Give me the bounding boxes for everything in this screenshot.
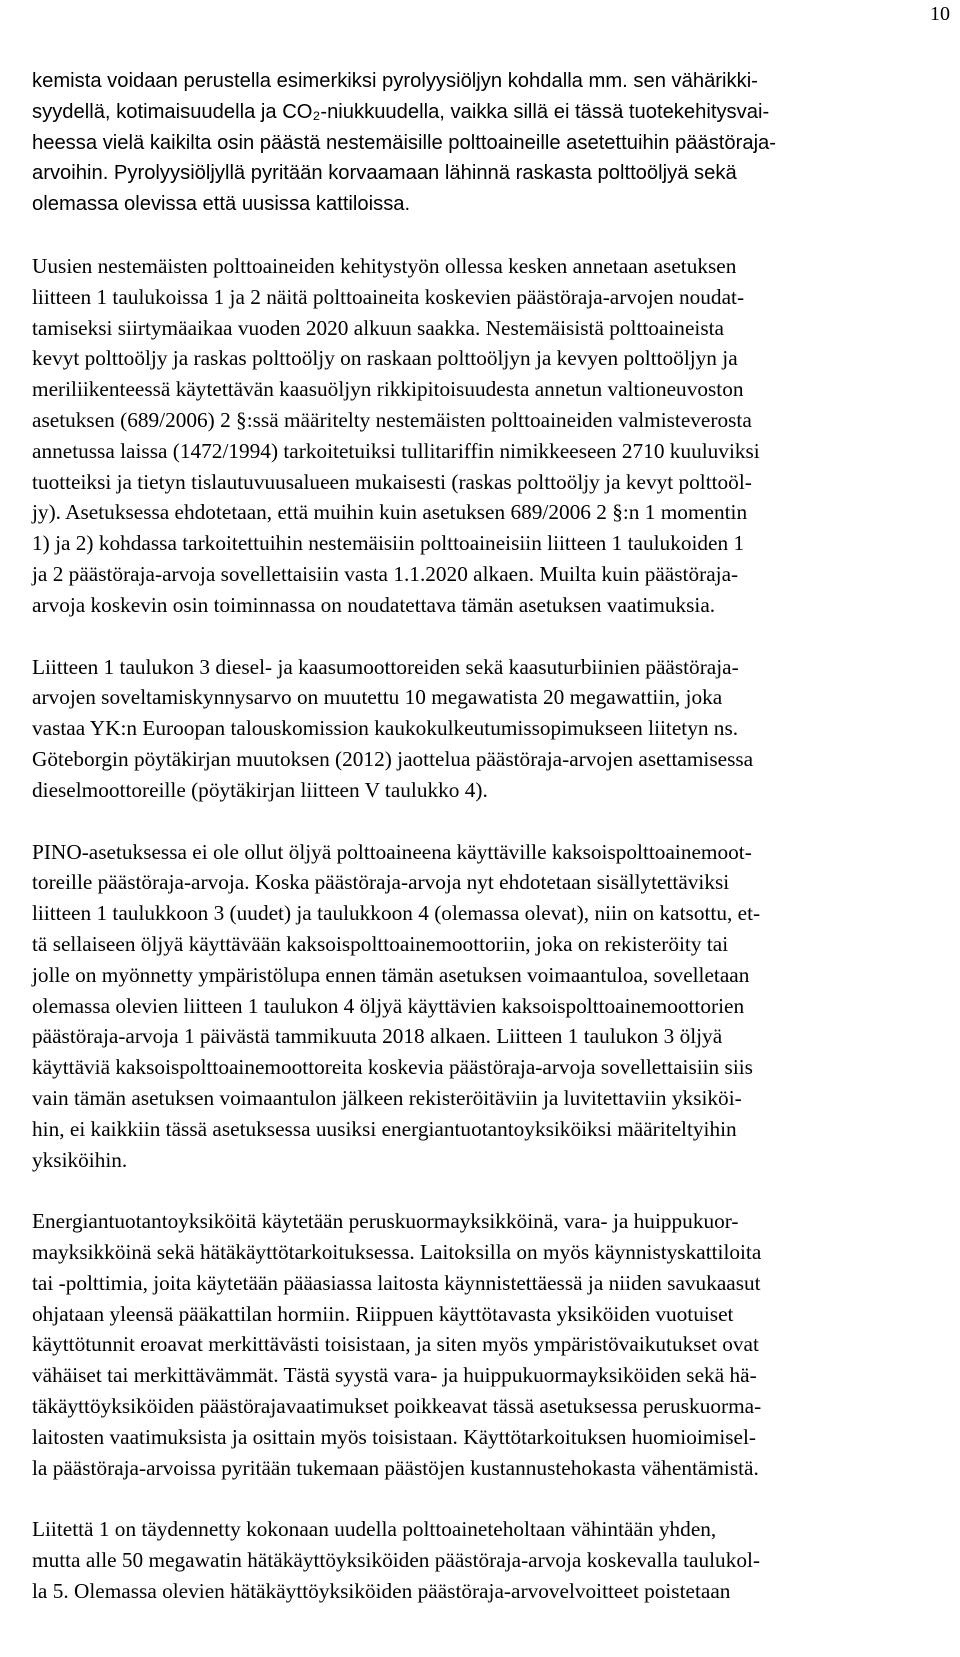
text-line: laitosten vaatimuksista ja osittain myös toisistaan. Käyttötarkoituksen huomioimisel- xyxy=(32,1424,757,1449)
text-line: tuotteiksi ja tietyn tislautuvuusalueen mukaisesti (raskas polttoöljy ja kevyt polttoöl- xyxy=(32,469,752,494)
text-line: vain tämän asetuksen voimaantulon jälkeen rekisteröitäviin ja luvitettaviin yksiköi- xyxy=(32,1085,742,1110)
text-line: olemassa olevien liitteen 1 taulukon 4 öljyä käyttävien kaksoispolttoainemoottorien xyxy=(32,993,745,1018)
text-line: käyttäviä kaksoispolttoainemoottoreita koskevia päästöraja-arvoja sovellettaisiin siis xyxy=(32,1055,753,1080)
text-line: ja 2 päästöraja-arvoja sovellettaisiin vasta 1.1.2020 alkaen. Muilta kuin päästöraja- xyxy=(32,561,739,586)
document-body xyxy=(32,66,940,1638)
text-line: tä sellaiseen öljyä käyttävään kaksoispolttoainemoottoriin, joka on rekisteröity tai xyxy=(32,931,729,956)
text-line: arvoihin. Pyrolyysiöljyllä pyritään korvaamaan lähinnä raskasta polttoöljyä sekä xyxy=(32,162,737,185)
text-line: 1) ja 2) kohdassa tarkoitettuihin nestemäisiin polttoaineisiin liitteen 1 taulukoiden 1 xyxy=(32,531,745,556)
paragraph-2 xyxy=(32,251,940,621)
paragraph-3 xyxy=(32,652,940,806)
text-line: olemassa olevissa että uusissa kattiloissa. xyxy=(32,193,411,216)
text-line: vastaa YK:n Euroopan talouskomission kaukokulkeutumissopimukseen liitetyn ns. xyxy=(32,716,739,741)
text-line: liitteen 1 taulukoissa 1 ja 2 näitä polttoaineita koskevien päästöraja-arvojen noudat- xyxy=(32,284,745,309)
text-line: arvoja koskevin osin toiminnassa on noudatettava tämän asetuksen vaatimuksia. xyxy=(32,592,716,617)
paragraph-5 xyxy=(32,1206,940,1483)
paragraph-1 xyxy=(32,66,940,220)
page-number: 10 xyxy=(930,3,950,25)
text-line: la päästöraja-arvoissa pyritään tukemaan päästöjen kustannustehokasta vähentämistä. xyxy=(32,1455,759,1480)
text-line: asetuksen (689/2006) 2 §:ssä määritelty nestemäisten polttoaineiden valmisteverosta xyxy=(32,407,752,432)
text-line: mutta alle 50 megawatin hätäkäyttöyksiköiden päästöraja-arvoja koskevalla taulukol- xyxy=(32,1548,760,1573)
text-line: Göteborgin pöytäkirjan muutoksen (2012) jaottelua päästöraja-arvojen asettamisessa xyxy=(32,746,754,771)
text-line: käyttötunnit eroavat merkittävästi toisistaan, ja siten myös ympäristövaikutukset ovat xyxy=(32,1332,759,1357)
text-line: jolle on myönnetty ympäristölupa ennen tämän asetuksen voimaantuloa, sovelletaan xyxy=(32,962,750,987)
text-line: la 5. Olemassa olevien hätäkäyttöyksiköiden päästöraja-arvovelvoitteet poistetaan xyxy=(32,1579,731,1604)
text-line: hin, ei kaikkiin tässä asetuksessa uusiksi energiantuotantoyksiköiksi määriteltyihin xyxy=(32,1116,737,1141)
text-line: kemista voidaan perustella esimerkiksi pyrolyysiöljyn kohdalla mm. sen vähärikki- xyxy=(32,70,758,92)
text-line: yksiköihin. xyxy=(32,1147,128,1172)
text-line: mayksikköinä sekä hätäkäyttötarkoituksessa. Laitoksilla on myös käynnistyskattiloita xyxy=(32,1240,762,1265)
text-line: ohjataan yleensä pääkattilan hormiin. Riippuen käyttötavasta yksiköiden vuotuiset xyxy=(32,1301,734,1326)
text-line: heessa vielä kaikilta osin päästä nestemäisille polttoaineille asetettuihin päästöraja- xyxy=(32,131,777,154)
text-line: tamiseksi siirtymäaikaa vuoden 2020 alkuun saakka. Nestemäisistä polttoaineista xyxy=(32,315,724,340)
text-line: päästöraja-arvoja 1 päivästä tammikuuta 2018 alkaen. Liitteen 1 taulukon 3 öljyä xyxy=(32,1024,723,1049)
text-line: liitteen 1 taulukkoon 3 (uudet) ja taulukkoon 4 (olemassa olevat), niin on katsottu, et- xyxy=(32,901,761,926)
paragraph-6 xyxy=(32,1514,940,1606)
text-line: Liitettä 1 on täydennetty kokonaan uudella polttoaineteholtaan vähintään yhden, xyxy=(32,1517,717,1542)
text-line: Energiantuotantoyksiköitä käytetään peruskuormayksikköinä, vara- ja huippukuor- xyxy=(32,1209,739,1234)
text-line: meriliikenteessä käytettävän kaasuöljyn rikkipitoisuudesta annetun valtioneuvoston xyxy=(32,377,744,402)
text-line: Liitteen 1 taulukon 3 diesel- ja kaasumoottoreiden sekä kaasuturbiinien päästöraja- xyxy=(32,654,739,679)
text-line: PINO-asetuksessa ei ole ollut öljyä polttoaineena käyttäville kaksoispolttoainemoot- xyxy=(32,839,752,864)
text-line: syydellä, kotimaisuudella ja CO₂-niukkuudella, vaikka sillä ei tässä tuotekehitysvai- xyxy=(32,100,770,123)
text-line: dieselmoottoreille (pöytäkirjan liitteen V taulukko 4). xyxy=(32,777,488,802)
text-line: Uusien nestemäisten polttoaineiden kehitystyön ollessa kesken annetaan asetuksen xyxy=(32,253,737,278)
text-line: vähäiset tai merkittävämmät. Tästä syystä vara- ja huippukuormayksiköiden sekä hä- xyxy=(32,1363,757,1388)
text-line: annetussa laissa (1472/1994) tarkoitetuiksi tullitariffin nimikkeeseen 2710 kuuluviksi xyxy=(32,438,760,463)
text-line: täkäyttöyksiköiden päästörajavaatimukset poikkeavat tässä asetuksessa peruskuorma- xyxy=(32,1394,762,1419)
text-line: kevyt polttoöljy ja raskas polttoöljy on raskaan polttoöljyn ja kevyen polttoöljyn ja xyxy=(32,346,738,371)
text-line: jy). Asetuksessa ehdotetaan, että muihin kuin asetuksen 689/2006 2 §:n 1 momentin xyxy=(32,500,748,525)
text-line: toreille päästöraja-arvoja. Koska päästöraja-arvoja nyt ehdotetaan sisällytettäviksi xyxy=(32,870,730,895)
paragraph-4 xyxy=(32,837,940,1176)
text-line: arvojen soveltamiskynnysarvo on muutettu 10 megawatista 20 megawattiin, joka xyxy=(32,685,723,710)
text-line: tai -polttimia, joita käytetään pääasiassa laitosta käynnistettäessä ja niiden savukaasut xyxy=(32,1270,761,1295)
